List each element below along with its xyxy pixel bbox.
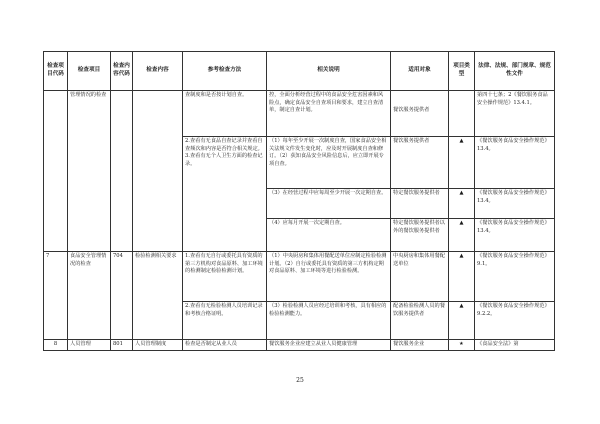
table-row <box>44 252 555 302</box>
header-basis: 法律、法规、部门规章、规范性文件 <box>475 52 555 91</box>
explanation-cell: （3）检验检测人员应经过培训和考核，具有相应的检验检测能力。 <box>267 302 391 340</box>
method-cell: 2.查看有无检验检测人员培训记录和考核合格证明。 <box>183 302 267 340</box>
item-code-cell: 8 <box>44 340 68 351</box>
header-explanation: 相关说明 <box>267 52 391 91</box>
explanation-cell: （1）每年至少开展一次制度自查，国家食品安全相关法规文件发生变化时，应及时开展制度自查和修订。（2）获知食品安全风险信息后，应立即开展专项自查。 <box>267 137 391 189</box>
header-target: 适用对象 <box>391 52 449 91</box>
item-cell: 管理情况的检查 <box>68 91 111 252</box>
target-cell: 特定餐饮服务提供者 <box>391 189 449 219</box>
header-item: 检查项目 <box>68 52 111 91</box>
basis-cell: 《餐饮服务食品安全操作规范》13.4。 <box>475 137 555 189</box>
explanation-cell: （4）应每月开展一次定期自查。 <box>267 219 391 252</box>
header-content: 检查内容 <box>133 52 183 91</box>
header-row <box>44 52 555 91</box>
type-cell: ▲ <box>449 219 475 252</box>
target-cell: 餐饮服务企业 <box>391 340 449 351</box>
content-cell: 检验检测相关要求 <box>133 252 183 340</box>
content-code-cell: 801 <box>111 340 133 351</box>
inspection-table <box>43 51 555 351</box>
method-cell: 查制度和是否按计划自查。 <box>183 91 267 137</box>
method-cell: 检查是否制定从业人员 <box>183 340 267 351</box>
item-cell: 人员管理 <box>68 340 111 351</box>
target-cell: 餐饮服务提供者 <box>391 91 449 137</box>
header-content-code: 检查内容代码 <box>111 52 133 91</box>
type-cell: ▲ <box>449 302 475 340</box>
explanation-cell: （3）在经营过程中应每周至少开展一次定期自查。 <box>267 189 391 219</box>
basis-cell: 第四十七条；2《餐饮服务食品安全操作规范》13.4.1。 <box>475 91 555 137</box>
type-cell: ▲ <box>449 252 475 302</box>
table-row <box>44 340 555 351</box>
type-cell: ▲ <box>449 189 475 219</box>
explanation-cell: 餐饮服务企业应建立从业人员健康管理 <box>267 340 391 351</box>
explanation-cell: 控，全面分析经营过程中的食品安全危害因素和风险点，确定食品安全自查项目和要求，建立自查清单，制定自查计划。 <box>267 91 391 137</box>
header-method: 参考检查方法 <box>183 52 267 91</box>
target-cell: 配备检验检测人员的餐饮服务提供者 <box>391 302 449 340</box>
item-code-cell: 7 <box>44 252 68 340</box>
target-cell: 特定餐饮服务提供者以外的餐饮服务提供者 <box>391 219 449 252</box>
header-item-code: 检查项目代码 <box>44 52 68 91</box>
method-cell: 1.查看有无自行或委托具有资质的第三方机构对食品原料、加工环境的检测制定检验检测计划。 <box>183 252 267 302</box>
table-row <box>44 91 555 137</box>
page-number: 25 <box>296 377 304 384</box>
type-cell: ▲ <box>449 137 475 189</box>
basis-cell: 《餐饮服务食品安全操作规范》9.2.2。 <box>475 302 555 340</box>
basis-cell: 《餐饮服务食品安全操作规范》13.4。 <box>475 219 555 252</box>
content-code-cell: 704 <box>111 252 133 340</box>
basis-cell: 《餐饮服务食品安全操作规范》13.4。 <box>475 189 555 219</box>
type-cell: ★ <box>449 340 475 351</box>
basis-cell: 《食品安全法》第 <box>475 340 555 351</box>
explanation-cell: （1）中央厨房和集体用餐配送单位应制定检验检测计划。（2）自行或委托具有资质的第三方机构定期对食品原料、加工环境等进行检验检测。 <box>267 252 391 302</box>
basis-cell: 《餐饮服务食品安全操作规范》9.1。 <box>475 252 555 302</box>
target-cell: 餐饮服务提供者 <box>391 137 449 189</box>
type-cell <box>449 91 475 137</box>
content-cell: 人员管理制度 <box>133 340 183 351</box>
method-cell: 2.查看有无食品自查记录并查看自查频次和内容是否符合相关规定。3.查看有无个人卫生方面的检查记录。 <box>183 137 267 252</box>
target-cell: 中央厨房和集体用餐配送单位 <box>391 252 449 302</box>
header-type: 项目类型 <box>449 52 475 91</box>
item-cell: 食品安全管理情况的检查 <box>68 252 111 340</box>
